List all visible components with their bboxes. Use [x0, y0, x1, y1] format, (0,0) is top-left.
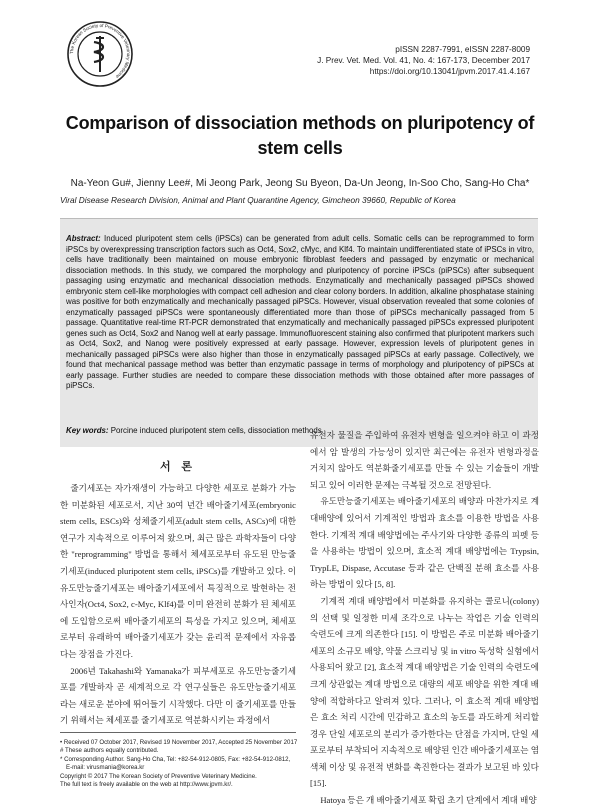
- body-paragraph: 2006년 Takahashi와 Yamanaka가 피부세포로 유도만능줄기세포를 개발하자 곧 세계적으로 각 연구실들은 유도만능줄기세포라는 새로운 분야에 뛰어들기 시작했다. 다만 이 줄기세포를 만들기 위해서는 체세포를 줄기세포로 역분화시키는 과정에서: [60, 665, 296, 726]
- abstract: [66, 234, 534, 392]
- title-line-2: stem cells: [257, 138, 343, 158]
- body-paragraph: 유도만능줄기세포는 배아줄기세포의 배양과 마찬가지로 계대배양에 있어서 기계적인 방법과 효소를 이용한 방법을 사용한다. 기계적 계대 배양법에는 주사기와 다양한 종류의 피펫 등을 사용하는 방법이 있으며, 효소적 계대 배양법에는 Trypsin, TrypLE, Dispase, Accutase 등과 같은 단백질 분해 효소를 사용하는 방법이 있다 [5, 8].: [310, 496, 539, 590]
- author-list: Na-Yeon Gu#, Jienny Lee#, Mi Jeong Park, Jeong Su Byeon, Da-Un Jeong, In-Soo Cho, Sang-Ho Cha*: [70, 178, 530, 189]
- body-right-column: [310, 427, 539, 809]
- footnote-received: • Received 07 October 2017, Revised 19 November 2017, Accepted 25 November 2017: [60, 739, 298, 746]
- body-paragraph: 줄기세포는 자가재생이 가능하고 다양한 세포로 분화가 가능한 미분화된 세포로서, 지난 30여 년간 배아줄기세포(embryonic stem cells, ESCs)와 성체줄기세포(adult stem cells, ASCs)에 대한 연구가 지속적으로 이루어져 왔으며, 최근 많은 과학자들이 다양한 "reprogramming" 방법을 통해서 체세포로부터 유도된 만능줄기세포(induced pluripotent stem cells, iPSCs)를 개발하고 있다. 이 유도만능줄기세포는 배아줄기세포에서 특징적으로 발현하는 전사인자(Oct4, Sox2, c-Myc, Klf4)를 이미 완전히 분화가 된 체세포에 도입함으로써 배아줄기세포의 특성을 가지고 있으며, 체세포로부터 유래하여 배아줄기세포가 갖는 윤리적 문제에서 자유롭다는 장점을 가진다.: [60, 483, 296, 659]
- footnote-copyright: Copyright © 2017 The Korean Society of Preventive Veterinary Medicine.: [60, 772, 257, 780]
- svg-text:The Korean Society of Preventi: The Korean Society of Preventive Veterinary Medicine: [68, 22, 132, 80]
- body-paragraph: 유전자 물질을 주입하여 유전자 변형을 일으켜야 하고 이 과정에서 암 발생의 가능성이 있지만 최근에는 유전자 변형과정을 거치지 않아도 역분화줄기세포를 만들 수 있는 기술들이 개발되고 있어 이러한 문제는 극복될 것으로 전망된다.: [310, 430, 539, 490]
- abstract-text: Induced pluripotent stem cells (iPSCs) can be generated from adult cells. Somatic cells can be reprogrammed to form iPSCs by overexpressing transcription factors such as Oct4, Sox2, cMyc, and Klf4. To maintain undifferentiated state of iPSCs in vitro, cells have traditionally been maintained on mouse embryonic fibroblast feeders and passaged by enzymatic or mechanical dissociation methods. In this study, we compared the morphology and pluripotency of porcine iPSCs (piPSCs) after subsequent passaging using enzymatic and mechanical dissociation methods. Enzymatically and mechanically passaged piPSCs showed embryonic stem cell-like morphologies with compact cell adhesion and clear colony borders. In addition, alkaline phosphatase staining was positive for both enzymatically and mechanically passaged piPSCs. However, visual observation revealed that some colonies of enzymatically passaged piPSCs were spontaneously differentiated more than those of piPSCs mechanically passaged from 5 passage. Quantitative real-time RT-PCR demonstrated that enzymatically and mechanically passaged piPSCs expressed pluripotent genes such as Oct4, Sox2 and Nanog well at early passage. Immunofluorescent staining also confirmed that pluripotent markers such as Oct4, Sox2, and Nanog were positively expressed at early passage. However, expression levels of pluripotent genes in mechanically passaged piPSCs were also higher than those in enzymatically passaged piPSCs at early passage. Collectively, we found that mechanical passage method was better than enzymatic passage in terms of morphology and pluripotency of piPSCs at early passage. Further studies are needed to compare these dissociation methods with those obtained after more passages of piPSCs.: [66, 234, 534, 390]
- footnote-divider: [60, 732, 296, 733]
- journal-info: [317, 44, 530, 77]
- body-paragraph: Hatoya 등은 개 배아줄기세포 확립 초기 단계에서 계대 배양: [320, 795, 537, 806]
- article-title: [40, 111, 560, 161]
- affiliation: Viral Disease Research Division, Animal and Plant Quarantine Agency, Gimcheon 39660, Republic of Korea: [60, 195, 456, 205]
- footnote-corresponding-author: * Corresponding Author. Sang-Ho Cha, Tel: +82-54-912-0805, Fax: +82-54-912-0812,: [60, 755, 291, 763]
- footnote-equal-contribution: # These authors equally contributed.: [60, 747, 159, 755]
- body-left-column: [60, 458, 296, 729]
- footnote-email: E-mail: virusmania@korea.kr: [66, 764, 145, 772]
- footnotes: [60, 739, 300, 789]
- doi-link[interactable]: https://doi.org/10.13041/jpvm.2017.41.4.167: [369, 67, 530, 76]
- society-seal-logo: [66, 20, 134, 88]
- citation-line: J. Prev. Vet. Med. Vol. 41, No. 4: 167-173, December 2017: [317, 56, 530, 65]
- issn-line: pISSN 2287-7991, eISSN 2287-8009: [395, 45, 530, 54]
- abstract-label: Abstract:: [66, 234, 101, 243]
- footnote-fulltext: The full text is freely available on the web at http://www.jpvm.kr/.: [60, 781, 233, 789]
- keywords-text: Porcine induced pluripotent stem cells, dissociation methods: [110, 426, 322, 435]
- body-paragraph: 기계적 계대 배양법에서 미분화를 유지하는 콜로니(colony)의 선택 및 일정한 미세 조각으로 나누는 작업은 기술 인력의 숙련도에 크게 의존한다 [15]. 이 방법은 주로 미분화 배아줄기세포의 소규모 배양, 약물 스크리닝 및 in vitro 독성학 실험에서 사용되어 왔고 [2], 효소적 계대 배양법은 기술 인력의 숙련도에 크게 상관없는 계대 방법으로 대량의 세포 배양을 위한 계대 배양에 적합하다고 알려져 있다. 그러나, 이 효소적 계대 배양법은 효소 처리 시간에 민감하고 효소의 농도를 과도하게 처리할 경우 단일 세포로의 분리가 증가한다는 단점을 가지며, 단일 세포로부터 부착되어 지속적으로 배양된 인간 배아줄기세포는 염색체 이상 및 유전적 변화를 촉진한다는 결과가 보고된 바 있다 [15].: [310, 595, 539, 789]
- section-heading-introduction: 서 론: [159, 461, 196, 473]
- keywords-label: Key words:: [66, 426, 109, 435]
- title-line-1: Comparison of dissociation methods on pluripotency of: [65, 113, 535, 133]
